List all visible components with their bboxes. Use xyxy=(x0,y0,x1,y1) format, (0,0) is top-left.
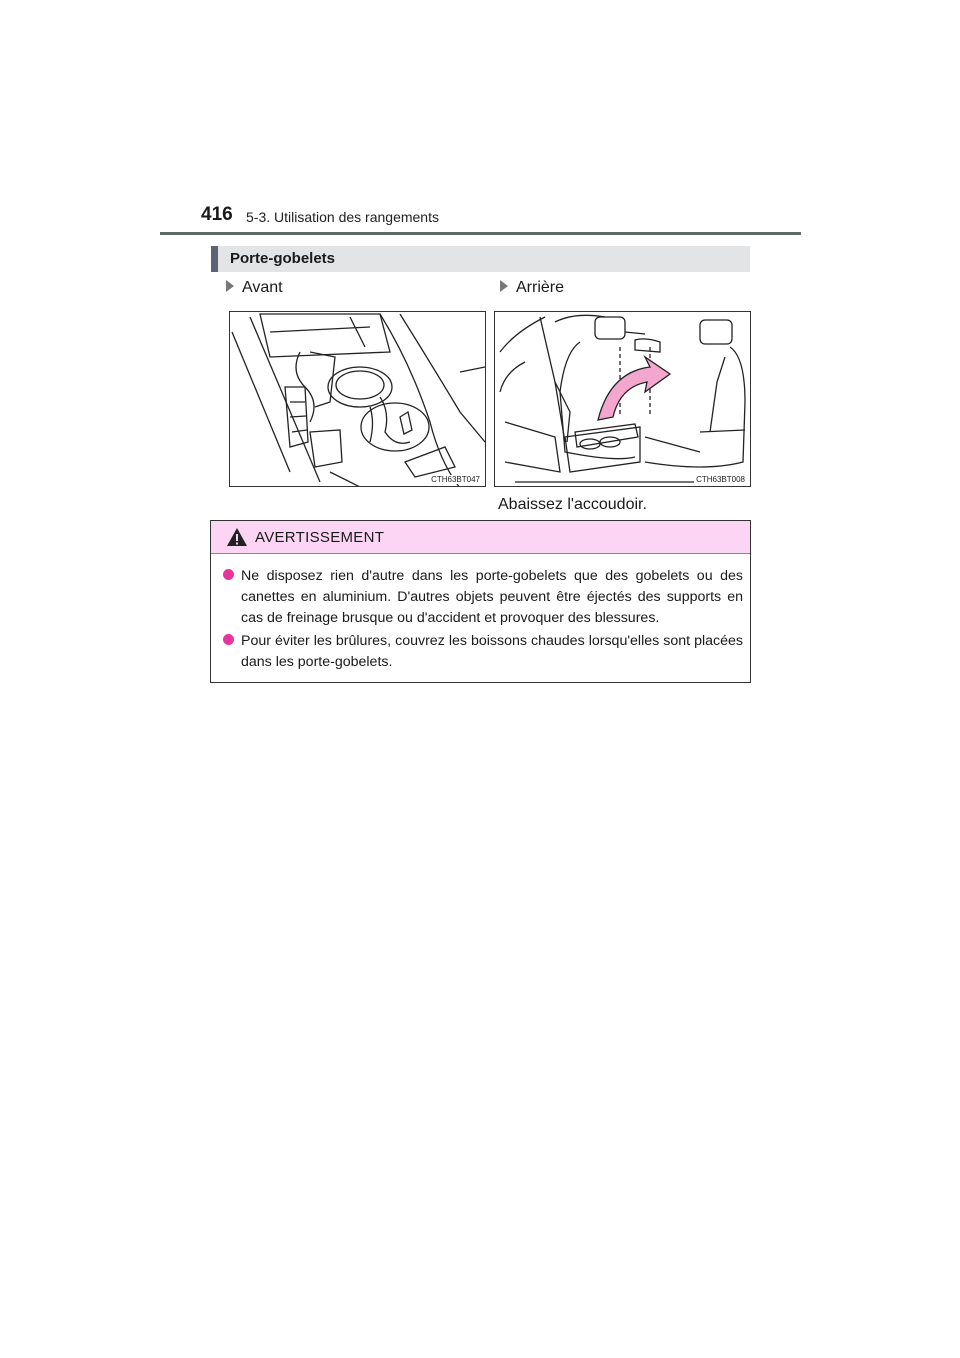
warning-item-text: Pour éviter les brûlures, couvrez les boissons chaudes lorsqu'elles sont placées dans les porte-gobelets. xyxy=(241,633,743,670)
warning-item xyxy=(223,631,743,673)
front-figure-code: CTH63BT047 xyxy=(431,475,480,484)
section-title: 5-3. Utilisation des rangements xyxy=(246,209,439,225)
warning-box xyxy=(210,520,751,683)
rear-label-text: Arrière xyxy=(516,279,565,296)
warning-item xyxy=(223,566,743,629)
rear-figure-code: CTH63BT008 xyxy=(696,475,745,484)
front-label xyxy=(226,279,283,297)
rear-label xyxy=(500,279,564,297)
cup-holders-heading xyxy=(211,246,750,272)
bullet-icon xyxy=(223,569,234,580)
triangle-bullet-icon xyxy=(226,280,234,292)
warning-title: AVERTISSEMENT xyxy=(255,529,385,546)
cup-holders-heading-text: Porte-gobelets xyxy=(230,250,336,267)
warning-icon xyxy=(226,527,248,547)
warning-header xyxy=(211,521,750,554)
front-label-text: Avant xyxy=(242,279,283,296)
front-cup-holder-illustration xyxy=(229,311,486,487)
page-number: 416 xyxy=(201,204,233,225)
rear-armrest-illustration xyxy=(494,311,751,487)
figure-caption: Abaissez l'accoudoir. xyxy=(498,496,647,513)
header-rule xyxy=(160,232,801,235)
bullet-icon xyxy=(223,634,234,645)
warning-item-text: Ne disposez rien d'autre dans les porte-gobelets que des gobelets ou des canettes en aluminium. D'autres objets peuvent être éjectés des supports en cas de freinage brusque ou d'accident et provoquer des blessures. xyxy=(241,568,743,626)
triangle-bullet-icon xyxy=(500,280,508,292)
